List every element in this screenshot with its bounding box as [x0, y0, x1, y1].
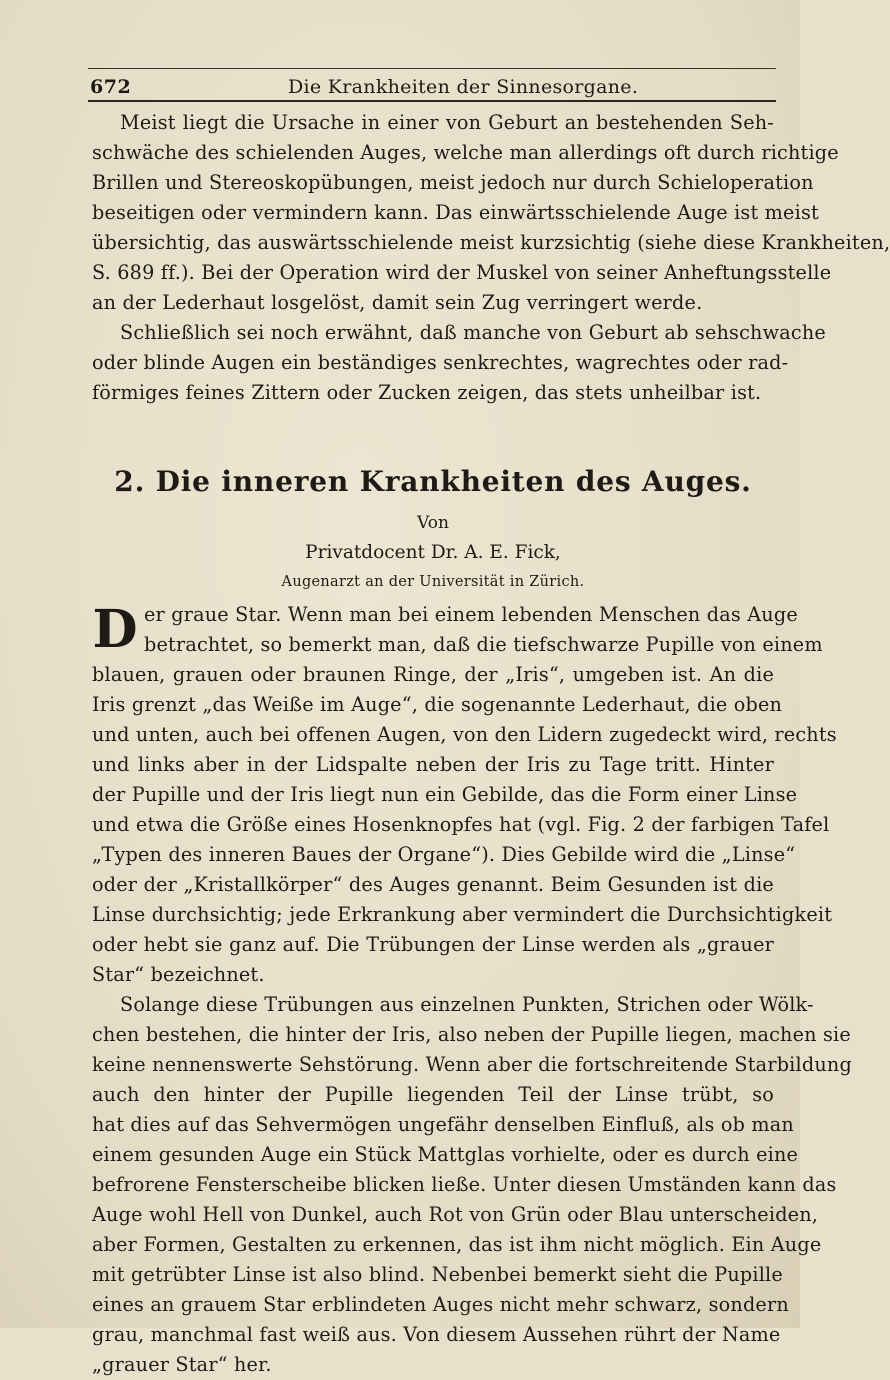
text-block-top [92, 108, 890, 408]
text-line: oder hebt sie ganz auf. Die Trübungen der Linse werden als „grauer [92, 933, 774, 956]
paragraph-3 [92, 660, 837, 990]
text-line: oder blinde Augen ein beständiges senkrechtes, wagrechtes oder rad- [92, 351, 789, 374]
running-title: Die Krankheiten der Sinnesorgane. [288, 76, 639, 98]
text-line: einem gesunden Auge ein Stück Mattglas vorhielte, oder es durch eine [92, 1143, 799, 1166]
text-line: keine nennenswerte Sehstörung. Wenn aber die fortschreitende Starbildung [92, 1053, 852, 1076]
text-line: betrachtet, so bemerkt man, daß die tiefschwarze Pupille von einem [144, 633, 823, 656]
text-line: „Typen des inneren Baues der Organe“). Dies Gebilde wird die „Linse“ [92, 843, 796, 866]
text-line: blauen, grauen oder braunen Ringe, der „Iris“, umgeben ist. An die [92, 663, 774, 686]
text-line: Star“ bezeichnet. [92, 963, 265, 986]
paragraph-1 [92, 108, 890, 318]
section-heading: 2. Die inneren Krankheiten des Auges. [114, 465, 752, 498]
text-line: Schließlich sei noch erwähnt, daß manche von Geburt ab sehschwache [120, 321, 826, 344]
paragraph-4 [92, 990, 852, 1380]
text-line: schwäche des schielenden Auges, welche man allerdings oft durch richtige [92, 141, 839, 164]
text-line: befrorene Fensterscheibe blicken ließe. Unter diesen Umständen kann das [92, 1173, 837, 1196]
text-line: an der Lederhaut losgelöst, damit sein Zug verringert werde. [92, 291, 703, 314]
text-line: auch den hinter der Pupille liegenden Teil der Linse trübt, so [92, 1083, 774, 1106]
paragraph-2 [92, 318, 826, 408]
header-rule-bottom [88, 100, 776, 102]
text-line: oder der „Kristallkörper“ des Auges genannt. Beim Gesunden ist die [92, 873, 774, 896]
text-line: förmiges feines Zittern oder Zucken zeigen, das stets unheilbar ist. [92, 381, 762, 404]
paragraph-3-opening [92, 600, 823, 660]
text-line: der Pupille und der Iris liegt nun ein Gebilde, das die Form einer Linse [92, 783, 798, 806]
text-line: Linse durchsichtig; jede Erkrankung aber vermindert die Durchsichtigkeit [92, 903, 833, 926]
section-author: Privatdocent Dr. A. E. Fick, [305, 542, 561, 563]
page-number: 672 [90, 76, 132, 98]
text-line: hat dies auf das Sehvermögen ungefähr denselben Einfluß, als ob man [92, 1113, 794, 1136]
text-line: Iris grenzt „das Weiße im Auge“, die sogenannte Lederhaut, die oben [92, 693, 783, 716]
text-line: Solange diese Trübungen aus einzelnen Punkten, Strichen oder Wölk- [120, 993, 814, 1016]
text-block-main [92, 600, 852, 1380]
text-line: S. 689 ff.). Bei der Operation wird der Muskel von seiner Anheftungsstelle [92, 261, 832, 284]
text-line: beseitigen oder vermindern kann. Das einwärtsschielende Auge ist meist [92, 201, 819, 224]
text-line: Brillen und Stereoskopübungen, meist jedoch nur durch Schieloperation [92, 171, 814, 194]
text-line: übersichtig, das auswärtsschielende meist kurzsichtig (siehe diese Krankheiten, [92, 231, 890, 254]
text-line: chen bestehen, die hinter der Iris, also neben der Pupille liegen, machen sie [92, 1023, 851, 1046]
text-line: und links aber in der Lidspalte neben der Iris zu Tage tritt. Hinter [92, 753, 774, 776]
text-line: und unten, auch bei offenen Augen, von den Lidern zugedeckt wird, rechts [92, 723, 837, 746]
text-line: Meist liegt die Ursache in einer von Geburt an bestehenden Seh- [120, 111, 774, 134]
text-line: grau, manchmal fast weiß aus. Von diesem Aussehen rührt der Name [92, 1323, 781, 1346]
header-rule-top [88, 68, 776, 69]
text-line: eines an grauem Star erblindeten Auges nicht mehr schwarz, sondern [92, 1293, 789, 1316]
drop-cap: D [92, 599, 138, 660]
text-line: „grauer Star“ her. [92, 1353, 272, 1376]
running-header [88, 62, 776, 102]
text-line: mit getrübter Linse ist also blind. Nebenbei bemerkt sieht die Pupille [92, 1263, 783, 1286]
section-affiliation: Augenarzt an der Universität in Zürich. [281, 574, 585, 590]
text-line: und etwa die Größe eines Hosenknopfes hat (vgl. Fig. 2 der farbigen Tafel [92, 813, 830, 836]
text-line: er graue Star. Wenn man bei einem lebenden Menschen das Auge [144, 603, 798, 626]
text-line: Auge wohl Hell von Dunkel, auch Rot von Grün oder Blau unterscheiden, [92, 1203, 819, 1226]
text-line: aber Formen, Gestalten zu erkennen, das ist ihm nicht möglich. Ein Auge [92, 1233, 822, 1256]
section-byline-von: Von [417, 513, 449, 533]
